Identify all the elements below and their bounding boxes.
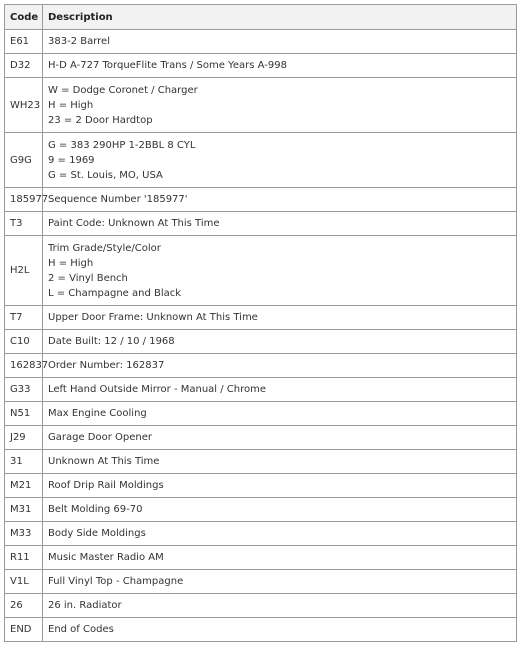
code-cell: 26 [5, 594, 43, 618]
code-cell: H2L [5, 236, 43, 306]
code-cell: J29 [5, 426, 43, 450]
table-row [5, 133, 517, 188]
code-cell: T3 [5, 212, 43, 236]
description-line: G = St. Louis, MO, USA [48, 169, 163, 181]
code-cell: G33 [5, 378, 43, 402]
description-line: 23 = 2 Door Hardtop [48, 114, 153, 126]
description-line: End of Codes [48, 624, 114, 635]
description-cell [43, 498, 517, 522]
description-line: Left Hand Outside Mirror - Manual / Chrome [48, 384, 267, 395]
description-cell [43, 212, 517, 236]
description-cell [43, 570, 517, 594]
description-line: 26 in. Radiator [48, 600, 122, 611]
code-cell: 162837 [5, 354, 43, 378]
table-row [5, 594, 517, 618]
description-line: G = 383 290HP 1-2BBL 8 CYL [48, 139, 196, 151]
description-cell [43, 54, 517, 78]
description-line: Trim Grade/Style/Color [48, 242, 161, 254]
table-row [5, 212, 517, 236]
description-cell [43, 522, 517, 546]
description-line: Order Number: 162837 [48, 360, 165, 371]
table-row [5, 570, 517, 594]
code-cell: G9G [5, 133, 43, 188]
description-cell [43, 618, 517, 642]
description-column-header: Description [43, 5, 517, 30]
description-line: Date Built: 12 / 10 / 1968 [48, 336, 175, 347]
code-table [4, 4, 517, 642]
code-cell: M31 [5, 498, 43, 522]
code-cell: N51 [5, 402, 43, 426]
table-row [5, 522, 517, 546]
table-row [5, 498, 517, 522]
description-cell [43, 426, 517, 450]
table-row [5, 450, 517, 474]
table-row [5, 546, 517, 570]
description-cell [43, 354, 517, 378]
description-line: Body Side Moldings [48, 528, 146, 539]
description-line: Music Master Radio AM [48, 552, 164, 563]
code-cell: E61 [5, 30, 43, 54]
code-cell: WH23 [5, 78, 43, 133]
description-cell [43, 306, 517, 330]
description-line: Garage Door Opener [48, 432, 152, 443]
description-line: W = Dodge Coronet / Charger [48, 84, 198, 96]
table-row [5, 618, 517, 642]
code-cell: 31 [5, 450, 43, 474]
table-row [5, 354, 517, 378]
code-cell: M21 [5, 474, 43, 498]
table-row [5, 306, 517, 330]
description-cell [43, 78, 517, 133]
code-cell: T7 [5, 306, 43, 330]
table-row [5, 54, 517, 78]
description-line: 383-2 Barrel [48, 36, 110, 47]
description-line: Upper Door Frame: Unknown At This Time [48, 312, 258, 323]
table-row [5, 378, 517, 402]
table-row [5, 402, 517, 426]
description-line: 9 = 1969 [48, 154, 95, 166]
description-line: Belt Molding 69-70 [48, 504, 143, 515]
table-row [5, 426, 517, 450]
table-row [5, 78, 517, 133]
description-cell [43, 188, 517, 212]
description-line: H-D A-727 TorqueFlite Trans / Some Years A-998 [48, 60, 287, 71]
description-line: Paint Code: Unknown At This Time [48, 218, 220, 229]
code-cell: D32 [5, 54, 43, 78]
description-line: 2 = Vinyl Bench [48, 272, 128, 284]
header-row [5, 5, 517, 30]
code-cell: 185977 [5, 188, 43, 212]
code-column-header: Code [5, 5, 43, 30]
table-row [5, 30, 517, 54]
description-cell [43, 402, 517, 426]
description-cell [43, 474, 517, 498]
code-cell: V1L [5, 570, 43, 594]
description-line: Unknown At This Time [48, 456, 160, 467]
description-line: H = High [48, 99, 94, 111]
description-cell [43, 378, 517, 402]
description-cell [43, 594, 517, 618]
description-line: Roof Drip Rail Moldings [48, 480, 164, 491]
description-cell [43, 30, 517, 54]
table-body [5, 30, 517, 642]
table-row [5, 474, 517, 498]
table-row [5, 188, 517, 212]
description-line: H = High [48, 257, 94, 269]
table-row [5, 236, 517, 306]
description-line: Max Engine Cooling [48, 408, 147, 419]
description-line: Sequence Number '185977' [48, 194, 188, 205]
code-cell: C10 [5, 330, 43, 354]
description-cell [43, 450, 517, 474]
code-cell: END [5, 618, 43, 642]
description-line: Full Vinyl Top - Champagne [48, 576, 184, 587]
code-cell: M33 [5, 522, 43, 546]
description-cell [43, 546, 517, 570]
description-line: L = Champagne and Black [48, 287, 182, 299]
description-cell [43, 133, 517, 188]
description-cell [43, 236, 517, 306]
description-cell [43, 330, 517, 354]
code-cell: R11 [5, 546, 43, 570]
table-row [5, 330, 517, 354]
